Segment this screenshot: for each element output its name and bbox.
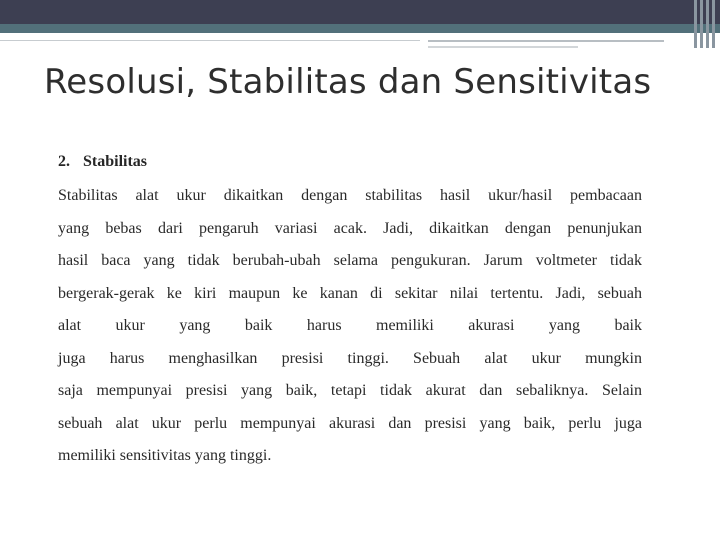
paragraph-line: Stabilitas alat ukur dikaitkan dengan stabilitas hasil ukur/hasil pembacaan: [58, 187, 642, 204]
section-heading-text: Stabilitas: [83, 153, 148, 170]
paragraph-line: sebuah alat ukur perlu mempunyai akurasi dan presisi yang baik, perlu juga: [58, 414, 642, 432]
paragraph-line: bergerak-gerak ke kiri maupun ke kanan di sekitar nilai tertentu. Jadi, sebuah: [58, 284, 642, 302]
paragraph-line: memiliki sensitivitas yang tinggi.: [58, 447, 272, 464]
paragraph-line: saja mempunyai presisi yang baik, tetapi tidak akurat dan sebaliknya. Selain: [58, 382, 642, 399]
decorative-rule: [428, 46, 578, 48]
paragraph-line: yang bebas dari pengaruh variasi acak. Jadi, dikaitkan dengan penunjukan: [58, 219, 642, 237]
body-paragraph: [58, 180, 642, 473]
corner-stripes: [690, 0, 720, 48]
paragraph-line: juga harus menghasilkan presisi tinggi. Sebuah alat ukur mungkin: [58, 349, 642, 367]
top-bar: [0, 0, 720, 24]
paragraph-line: alat ukur yang baik harus memiliki akurasi yang baik: [58, 317, 642, 334]
decorative-rule: [428, 40, 664, 42]
section-number: 2.: [58, 153, 70, 170]
slide-title: Resolusi, Stabilitas dan Sensitivitas: [44, 62, 652, 102]
paragraph-line: hasil baca yang tidak berubah-ubah selama pengukuran. Jarum voltmeter tidak: [58, 252, 642, 269]
top-accent-bar: [0, 24, 720, 33]
section-heading: [58, 153, 147, 171]
decorative-rule: [0, 40, 420, 41]
